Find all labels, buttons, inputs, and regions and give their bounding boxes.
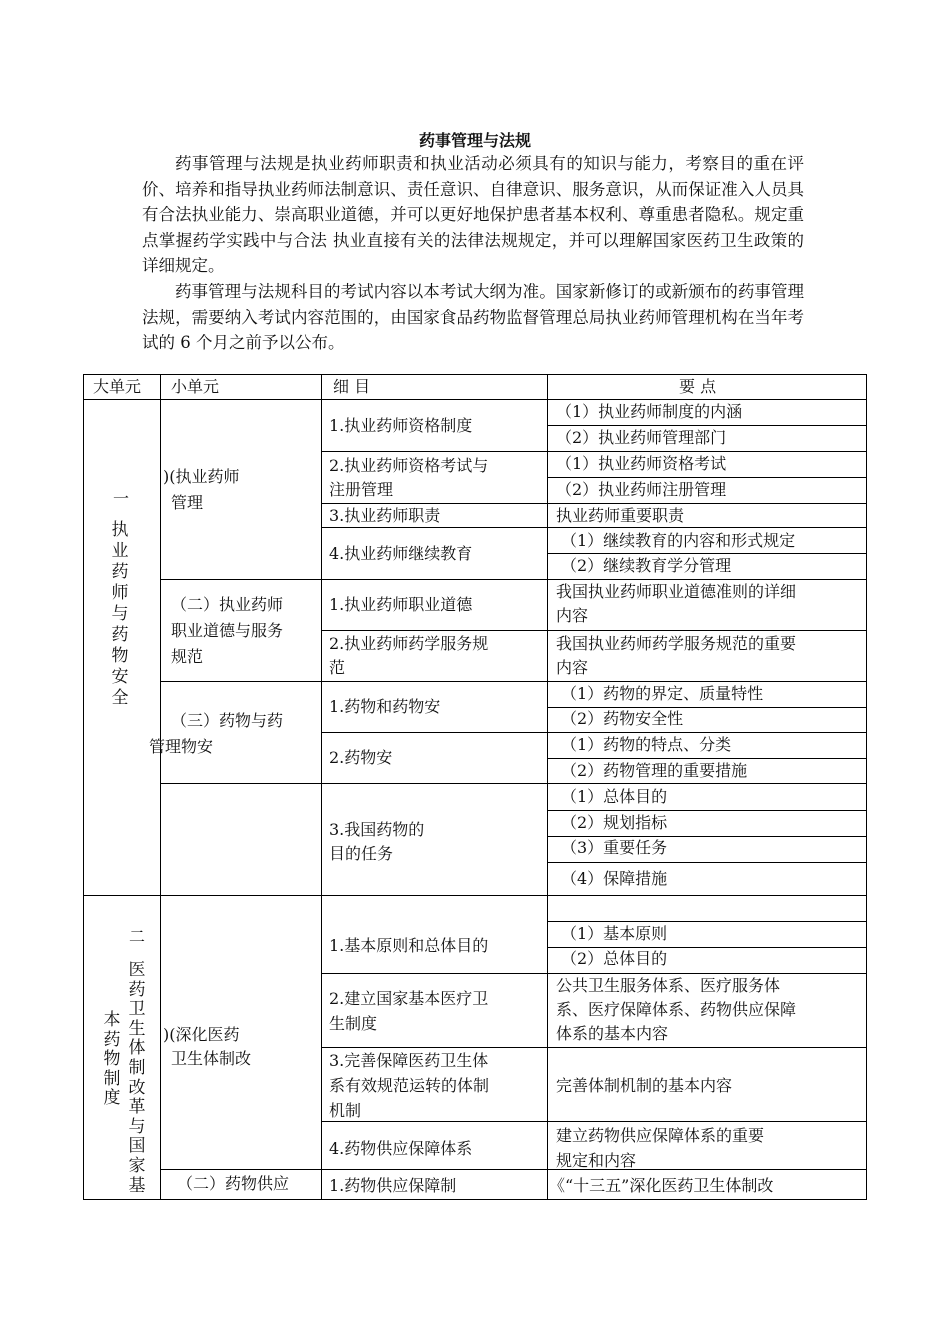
unit1-item2-name: 注册管理: [329, 480, 394, 499]
unit1-number: 一: [113, 489, 130, 508]
header-key-points: 要 点: [679, 377, 717, 396]
unit2-item5-name: 1.药物供应保障制: [329, 1176, 457, 1195]
row-divider: [321, 630, 867, 631]
unit2-item3-name: 机制: [329, 1101, 362, 1120]
unit1-point: 我国执业药师职业道德准则的详细: [556, 582, 797, 601]
unit1-item2-name: 2.执业药师资格考试与: [329, 456, 489, 475]
unit1-item5-name: 1.执业药师职业道德: [329, 595, 473, 614]
unit1-point: （1）执业药师制度的内涵: [556, 402, 743, 421]
row-divider: [83, 399, 867, 400]
unit2-sub1-line2: 卫生体制改: [171, 1049, 252, 1068]
unit1-item1-name: 1.执业药师资格制度: [329, 416, 473, 435]
unit1-sub3-line2: 管理物安: [149, 737, 214, 756]
unit1-sub2-line1: （二）执业药师: [171, 595, 284, 614]
unit1-item3-name: 3.执业药师职责: [329, 506, 441, 525]
unit1-point: （1）继续教育的内容和形式规定: [561, 531, 796, 550]
unit1-point: （2）药物安全性: [561, 709, 684, 728]
unit1-item8-name: 2.药物安: [329, 748, 393, 767]
column-divider: [547, 374, 548, 1200]
header-minor-unit: 小单元: [171, 377, 220, 396]
row-divider: [321, 1047, 867, 1048]
unit2-point: 体系的基本内容: [556, 1024, 669, 1043]
unit1-point: （1）药物的特点、分类: [561, 735, 732, 754]
column-divider: [321, 374, 322, 1200]
unit1-sub2-line2: 职业道德与服务: [171, 621, 284, 640]
unit1-point: （3）重要任务: [561, 838, 668, 857]
unit1-point: （1）执业药师资格考试: [556, 454, 727, 473]
unit2-sub2-line1: （二）药物供应: [177, 1174, 290, 1193]
unit1-label: 执业药师与药物安全: [111, 520, 129, 708]
unit2-item3-name: 3.完善保障医药卫生体: [329, 1051, 489, 1070]
unit2-point: （2）总体目的: [561, 949, 668, 968]
unit1-point: 内容: [556, 658, 589, 677]
unit2-number: 二: [129, 927, 146, 946]
unit2-label: 医药卫生体制改革与国家基: [128, 960, 146, 1196]
unit1-item6-name: 范: [329, 658, 346, 677]
unit2-point: （1）基本原则: [561, 924, 668, 943]
unit2-point: 完善体制机制的基本内容: [556, 1076, 733, 1095]
unit1-point: （2）执业药师管理部门: [556, 428, 727, 447]
intro-paragraph-2: 药事管理与法规科目的考试内容以本考试大纲为准。国家新修订的或新颁布的药事管理法规，需要纳入考试内容范围的，由国家食品药物监督管理总局执业药师管理机构在当年考试的 6 个月之前予以公布。: [142, 282, 804, 352]
unit2-sub1-line1: )(深化医药: [163, 1025, 240, 1044]
row-divider: [160, 1169, 867, 1170]
unit2-item3-name: 系有效规范运转的体制: [329, 1076, 490, 1095]
row-divider: [160, 783, 867, 784]
unit1-point: 内容: [556, 606, 589, 625]
unit1-point: （2）执业药师注册管理: [556, 480, 727, 499]
document-title: 药事管理与法规: [418, 131, 531, 150]
unit1-point: （4）保障措施: [561, 869, 668, 888]
unit2-point: 公共卫生服务体系、医疗服务体: [556, 976, 781, 995]
unit1-point: （2）继续教育学分管理: [561, 556, 732, 575]
unit1-point: （2）规划指标: [561, 813, 668, 832]
syllabus-table: [83, 374, 867, 1200]
unit1-item7-name: 1.药物和药物安: [329, 697, 441, 716]
unit1-item6-name: 2.执业药师药学服务规: [329, 634, 489, 653]
unit1-item9-name: 3.我国药物的: [329, 820, 425, 839]
table-border: [83, 1199, 867, 1200]
table-border: [866, 374, 867, 1200]
unit2-item4-name: 4.药物供应保障体系: [329, 1139, 473, 1158]
unit1-point: （1）总体目的: [561, 787, 668, 806]
unit1-point: （1）药物的界定、质量特性: [561, 684, 764, 703]
unit2-item2-name: 生制度: [329, 1014, 378, 1033]
unit1-sub3-line1: （三）药物与药: [171, 711, 284, 730]
unit1-sub2-line3: 规范: [171, 647, 204, 666]
unit2-point: 建立药物供应保障体系的重要: [556, 1126, 765, 1145]
unit2-point: 《“十三五”深化医药卫生体制改: [549, 1176, 774, 1195]
point-divider: [547, 862, 867, 863]
column-divider: [160, 374, 161, 1200]
row-divider: [83, 895, 867, 896]
unit1-sub1-line1: )(执业药师: [163, 467, 240, 486]
unit1-point: 我国执业药师药学服务规范的重要: [556, 634, 797, 653]
table-border: [83, 374, 84, 1200]
unit1-item4-name: 4.执业药师继续教育: [329, 544, 473, 563]
header-detail: 细 目: [333, 377, 371, 396]
unit1-item9-name: 目的任务: [329, 844, 394, 863]
intro-paragraph-1: 药事管理与法规是执业药师职责和执业活动必须具有的知识与能力，考察目的重在评价、培养和指导执业药师法制意识、责任意识、自律意识、服务意识，从而保证准入人员具有合法执业能力、崇高职业道德，并可以更好地保护患者基本权利、尊重患者隐私。规定重点掌握药学实践中与合法 执业直接有关的法律法规规定，并可以理解国家医药卫生政策的详细规定。: [142, 154, 804, 275]
unit2-item1-name: 1.基本原则和总体目的: [329, 936, 489, 955]
unit2-point: 规定和内容: [556, 1151, 637, 1170]
unit1-point: （2）药物管理的重要措施: [561, 761, 748, 780]
unit2-label: 本药物制度: [103, 1010, 121, 1109]
header-major-unit: 大单元: [93, 377, 142, 396]
unit1-point: 执业药师重要职责: [556, 506, 685, 525]
unit1-sub1-line2: 管理: [171, 493, 204, 512]
unit2-point: 系、医疗保障体系、药物供应保障: [556, 1000, 797, 1019]
unit2-item2-name: 2.建立国家基本医疗卫: [329, 989, 489, 1008]
row-divider: [321, 1121, 867, 1122]
